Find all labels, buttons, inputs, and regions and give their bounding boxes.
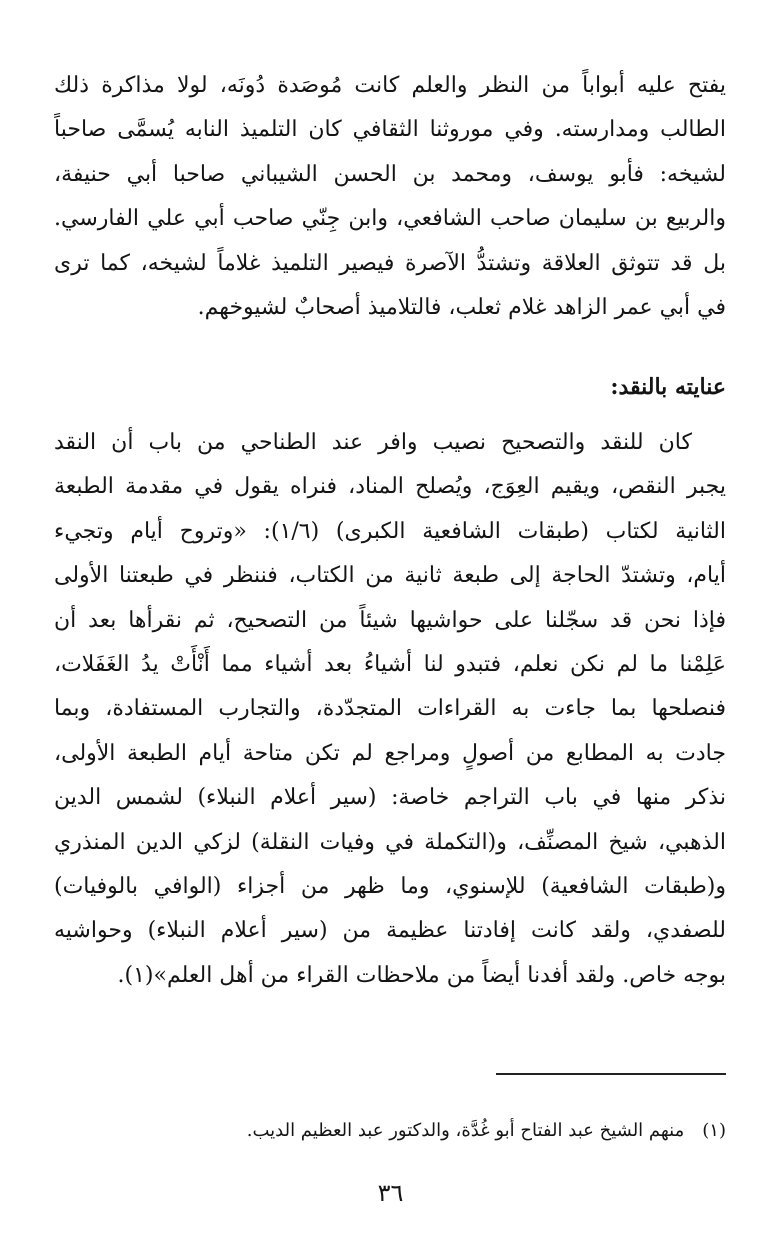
text-line: يجبر النقص، ويقيم العِوَج، ويُصلح المناد، فنراه يقول في مقدمة الطبعة <box>54 474 726 500</box>
paragraph-1 <box>54 64 726 330</box>
section-heading: عنايته بالنقد: <box>610 374 726 400</box>
paragraph-2 <box>54 421 726 998</box>
text-line: الثانية لكتاب (طبقات الشافعية الكبرى) (١/٦): «وتروح أيام وتجيء <box>54 518 726 544</box>
text-line: فنصلحها بما جاءت به القراءات المتجدّدة، والتجارب المستفادة، وبما <box>54 696 726 722</box>
text-line: عَلِمْنا ما لم نكن نعلم، فتبدو لنا أشياءُ بعد أشياء مما أَنْأَتْ يدُ الغَفَلات، <box>54 651 726 677</box>
footnote-marker: (١) <box>702 1120 726 1141</box>
footnote-divider <box>496 1073 726 1075</box>
text-line: يفتح عليه أبواباً من النظر والعلم كانت مُوصَدة دُونَه، لولا مذاكرة ذلك <box>54 73 726 98</box>
page-number: ٣٦ <box>377 1179 404 1207</box>
text-line: الذهبي، شيخ المصنِّف، و(التكملة في وفيات النقلة) لزكي الدين المنذري <box>54 829 726 855</box>
footnote-text: منهم الشيخ عبد الفتاح أبو غُدَّة، والدكتور عبد العظيم الديب. <box>246 1120 685 1141</box>
footnote <box>247 1114 726 1148</box>
text-line: للصفدي، ولقد كانت إفادتنا عظيمة من (سير أعلام النبلاء) وحواشيه <box>54 918 726 944</box>
text-line: أيام، وتشتدّ الحاجة إلى طبعة ثانية من الكتاب، فننظر في طبعتنا الأولى <box>54 563 726 589</box>
text-line: و(طبقات الشافعية) للإسنوي، وما ظهر من أجزاء (الوافي بالوفيات) <box>54 873 726 899</box>
text-line: نذكر منها في باب التراجم خاصة: (سير أعلام النبلاء) لشمس الدين <box>54 785 726 811</box>
text-line: لشيخه: فأبو يوسف، ومحمد بن الحسن الشيباني صاحبا أبي حنيفة، <box>54 161 726 187</box>
text-line: بوجه خاص. ولقد أفدنا أيضاً من ملاحظات القراء من أهل العلم»(١). <box>117 962 726 988</box>
text-line: الطالب ومدارسته. وفي موروثنا الثقافي كان التلميذ النابه يُسمَّى صاحباً <box>54 117 726 143</box>
text-line: فإذا نحن قد سجّلنا على حواشيها شيئاً من التصحيح، ثم نقرأها بعد أن <box>54 607 726 633</box>
text-line: جادت به المطابع من أصولٍ ومراجع لم تكن متاحة أيام الطبعة الأولى، <box>54 740 726 766</box>
text-line: كان للنقد والتصحيح نصيب وافر عند الطناحي من باب أن النقد <box>54 430 692 455</box>
text-line: والربيع بن سليمان صاحب الشافعي، وابن جِنّي صاحب أبي علي الفارسي. <box>54 206 726 232</box>
text-line: في أبي عمر الزاهد غلام ثعلب، فالتلاميذ أصحابٌ لشيوخهم. <box>197 294 726 320</box>
text-line: بل قد تتوثق العلاقة وتشتدُّ الآصرة فيصير التلميذ غلاماً لشيخه، كما ترى <box>54 250 726 276</box>
